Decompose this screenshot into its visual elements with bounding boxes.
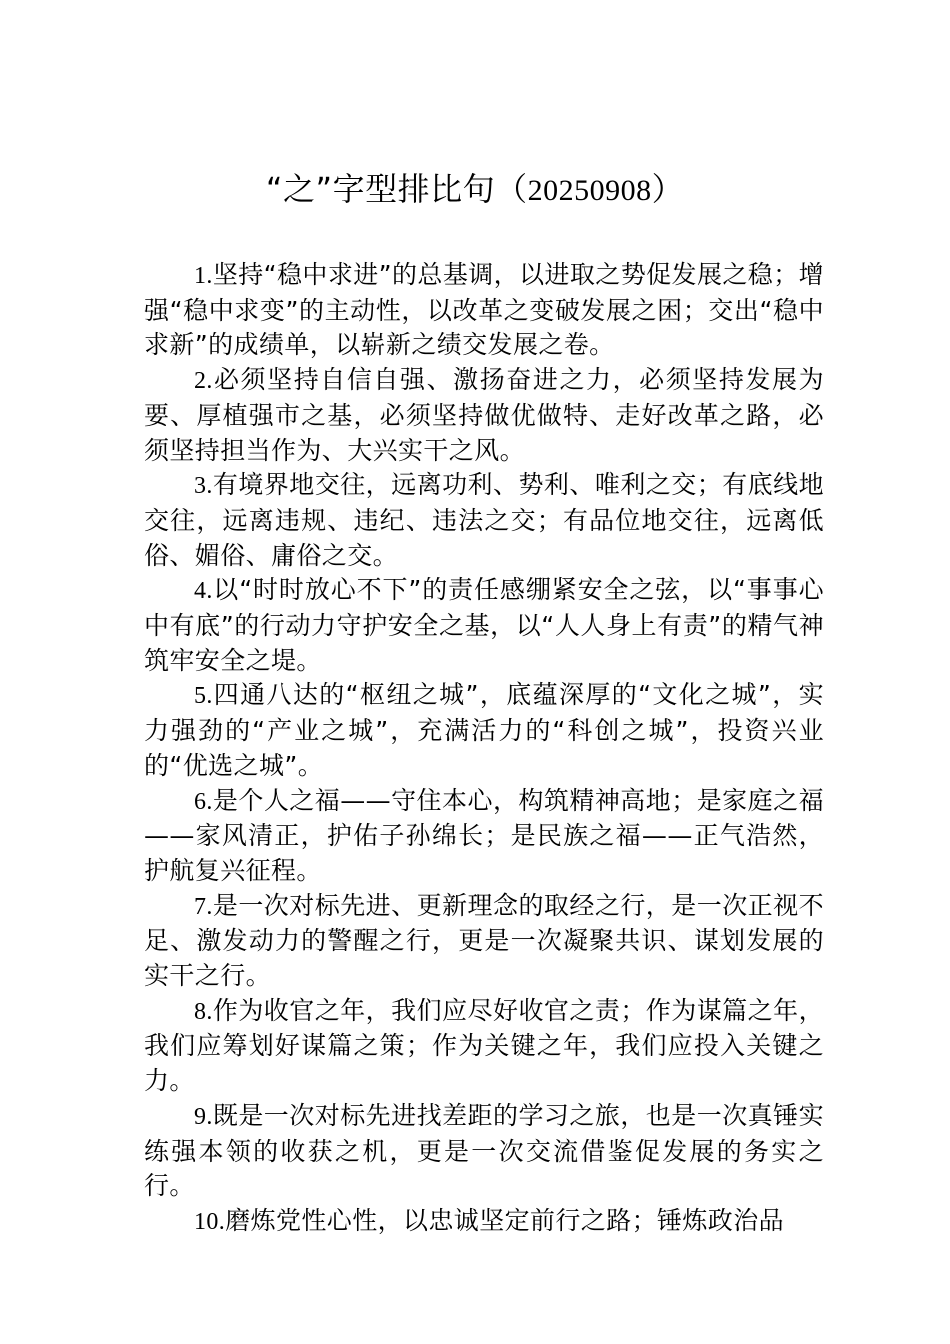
paragraph-number: 8.	[194, 998, 213, 1025]
paragraph-number: 10.	[194, 1208, 226, 1235]
paragraph-number: 7.	[194, 893, 213, 920]
document-title	[0, 163, 950, 217]
paragraph-5	[144, 678, 824, 783]
paragraph-8	[144, 994, 824, 1099]
paragraph-10	[144, 1204, 824, 1240]
title-number: 20250908	[527, 174, 652, 207]
paragraph-number: 4.	[194, 578, 213, 605]
paragraph-text: 必须坚持自信自强、激扬奋进之力，必须坚持发展为要、厚植强市之基，必须坚持做优做特、走好改革之路，必须坚持担当作为、大兴实干之风。	[144, 365, 824, 465]
paragraph-6	[144, 784, 824, 889]
paragraph-text: 四通八达的“枢纽之城”，底蕴深厚的“文化之城”，实力强劲的“产业之城”，充满活力的“科创之城”，投资兴业的“优选之城”。	[144, 680, 824, 780]
paragraph-4	[144, 573, 824, 678]
paragraph-number: 9.	[194, 1103, 213, 1130]
paragraph-text: 坚持“稳中求进”的总基调，以进取之势促发展之稳；增强“稳中求变”的主动性，以改革之变破发展之困；交出“稳中求新”的成绩单，以崭新之绩交发展之卷。	[144, 260, 824, 360]
paragraph-text: 既是一次对标先进找差距的学习之旅，也是一次真锤实练强本领的收获之机，更是一次交流借鉴促发展的务实之行。	[144, 1100, 824, 1201]
document-body	[144, 258, 824, 1240]
paragraph-7	[144, 889, 824, 994]
paragraph-2	[144, 363, 824, 468]
paragraph-text: 以“时时放心不下”的责任感绷紧安全之弦，以“事事心中有底”的行动力守护安全之基，以“人人身上有责”的精气神筑牢安全之堤。	[144, 575, 824, 675]
paragraph-number: 2.	[194, 368, 213, 395]
paragraph-number: 6.	[194, 788, 213, 815]
paragraph-text: 磨炼党性心性，以忠诚坚定前行之路；锤炼政治品	[225, 1205, 785, 1235]
paragraph-1	[144, 258, 824, 363]
paragraph-number: 5.	[194, 683, 213, 710]
paragraph-number: 1.	[194, 263, 213, 289]
paragraph-9	[144, 1099, 824, 1204]
paragraph-text: 作为收官之年，我们应尽好收官之责；作为谋篇之年，我们应筹划好谋篇之策；作为关键之年，我们应投入关键之力。	[144, 995, 824, 1096]
paragraph-text: 是一次对标先进、更新理念的取经之行，是一次正视不足、激发动力的警醒之行，更是一次凝聚共识、谋划发展的实干之行。	[144, 890, 824, 991]
paragraph-text: 是个人之福——守住本心，构筑精神高地；是家庭之福——家风清正，护佑子孙绵长；是民族之福——正气浩然，护航复兴征程。	[144, 785, 824, 885]
title-prefix: “之”字型排比句（	[265, 170, 528, 208]
title-suffix: ）	[651, 170, 685, 208]
paragraph-text: 有境界地交往，远离功利、势利、唯利之交；有底线地交往，远离违规、违纪、违法之交；有品位地交往，远离低俗、媚俗、庸俗之交。	[144, 470, 824, 570]
paragraph-number: 3.	[194, 473, 213, 500]
paragraph-3	[144, 468, 824, 573]
